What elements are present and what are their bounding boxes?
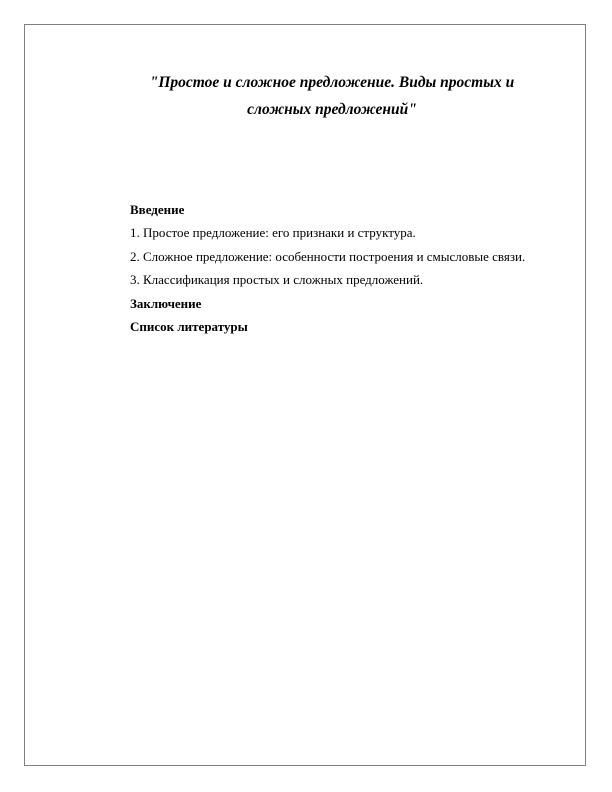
toc-item-2: 2. Сложное предложение: особенности построения и смысловые связи. — [130, 248, 526, 264]
table-of-contents — [88, 198, 532, 338]
toc-item-1: 1. Простое предложение: его признаки и структура. — [130, 225, 416, 241]
document-title-line-1: "Простое и сложное предложение. Виды простых и — [149, 74, 515, 91]
document-title-line-2: сложных предложений" — [247, 101, 417, 118]
toc-conclusion: Заключение — [130, 295, 202, 311]
toc-references: Список литературы — [130, 319, 248, 335]
toc-item-3: 3. Классификация простых и сложных предложений. — [130, 272, 424, 288]
toc-intro: Введение — [130, 202, 185, 217]
page-frame — [24, 24, 586, 766]
